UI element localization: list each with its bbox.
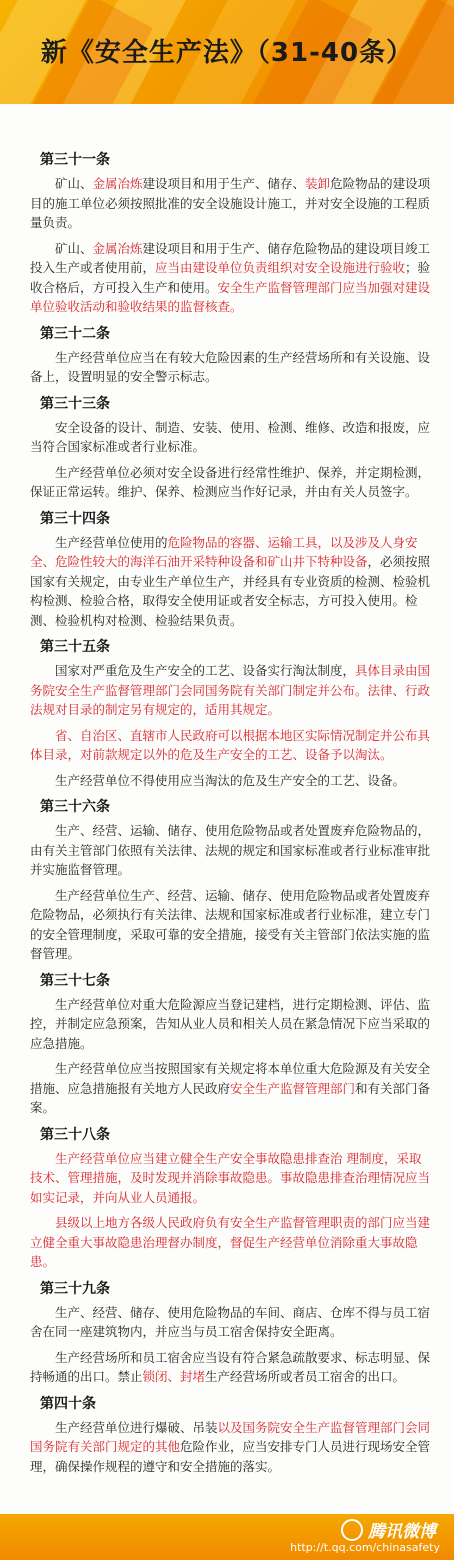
highlighted-text: 以及国务院安全生产监督管理部门会同国务院有关部门规定的其他 <box>30 1419 431 1454</box>
article-paragraph <box>30 239 432 317</box>
body-text: 生产经营场所和员工宿舍应当设有符合紧急疏散要求、标志明显、保持畅通的出口。禁止 <box>30 1349 431 1384</box>
article-list <box>0 104 454 1476</box>
footer-bar <box>0 1514 454 1560</box>
article-paragraph <box>30 821 432 880</box>
body-text: 生产经营单位进行爆破、吊装 <box>55 1419 218 1435</box>
article-paragraph <box>30 1059 432 1118</box>
highlighted-text: 具体目录由国务院安全生产监督管理部门会同国务院有关部门制定并公布。法律、行政法规对目录的制定另有规定的，适用其规定。 <box>30 663 431 717</box>
page-title: 新《安全生产法》（31-40条） <box>40 38 414 68</box>
body-text: 生产、经营、运输、储存、使用危险物品或者处置废弃危险物品的，由有关主管部门依照有关法律、法规的规定和国家标准或者行业标准审批并实施监督管理。 <box>30 823 431 877</box>
article-paragraph <box>30 1303 432 1342</box>
article-heading: 第三十九条 <box>40 1280 110 1297</box>
body-text: 生产经营单位生产、经营、运输、储存、使用危险物品或者处置废弃危险物品，必须执行有关法律、法规和国家标准或者行业标准，建立专门的安全管理制度，采取可靠的安全措施，接受有关主管部门依法实施的监督管理。 <box>30 887 431 961</box>
body-text: 生产经营单位应当在有较大危险因素的生产经营场所和有关设施、设备上，设置明显的安全警示标志。 <box>30 349 431 384</box>
body-text: 生产经营单位对重大危险源应当登记建档，进行定期检测、评估、监控，并制定应急预案，告知从业人员和相关人员在紧急情况下应当采取的应急措施。 <box>30 996 431 1051</box>
body-text: ；验收合格后，方可投入生产和使用。 <box>30 260 431 295</box>
body-text: 生产、经营、储存、使用危险物品的车间、商店、仓库不得与员工宿舍在同一座建筑物内，并应当与员工宿舍保持安全距离。 <box>30 1304 431 1339</box>
article-paragraph <box>30 463 432 502</box>
article-heading: 第三十七条 <box>40 972 110 989</box>
article-paragraph <box>30 1418 432 1477</box>
highlighted-text: 锁闭、封堵 <box>142 1369 206 1384</box>
body-text: 危险物品的建设项目的施工单位必须按照批准的安全设施设计施工，并对安全设施的工程质量负责。 <box>30 176 431 230</box>
brand-name: 腾讯微博 <box>368 1522 436 1542</box>
article-paragraph <box>30 1348 432 1387</box>
highlighted-text: 省、自治区、直辖市人民政府可以根据本地区实际情况制定并公布具体目录，对前款规定以外的危及生产安全的工艺、设备予以淘汰。 <box>30 727 431 762</box>
body-text: 和有关部门备案。 <box>30 1080 431 1115</box>
article-paragraph <box>30 886 432 964</box>
article-heading: 第三十二条 <box>40 325 110 342</box>
article-heading: 第三十四条 <box>40 510 110 527</box>
weibo-url[interactable]: http://t.qq.com/chinasafety <box>290 1541 440 1554</box>
body-text: 生产经营场所或者员工宿舍的出口。 <box>205 1369 406 1384</box>
body-text: 生产经营单位必须对安全设备进行经常性维护、保养，并定期检测，保证正常运转。维护、保养、检测应当作好记录，并由有关人员签字。 <box>30 464 431 499</box>
article-paragraph <box>30 661 432 720</box>
article-heading: 第三十三条 <box>40 395 110 412</box>
highlighted-text: 应当由建设单位负责组织对安全设施进行验收 <box>155 260 406 275</box>
article-heading: 第三十八条 <box>40 1126 110 1143</box>
article-paragraph <box>30 348 432 387</box>
article-paragraph <box>30 1149 432 1208</box>
article-paragraph <box>30 174 432 233</box>
weibo-icon <box>341 1519 363 1541</box>
highlighted-text: 安全生产监督管理部门 <box>230 1080 356 1096</box>
body-text: 建设项目和用于生产、储存、 <box>142 176 306 191</box>
article-heading: 第三十一条 <box>40 152 110 168</box>
article-paragraph <box>30 418 432 457</box>
highlighted-text: 金属冶炼 <box>92 176 143 191</box>
article-heading: 第四十条 <box>40 1395 96 1412</box>
body-text: 建设项目和用于生产、储存危险物品的建设项目竣工投入生产或者使用前， <box>30 240 431 275</box>
body-text: ，必须按照国家有关规定，由专业生产单位生产，并经具有专业资质的检测、检验机构检测、检验合格，取得安全使用证或者安全标志，方可投入使用。检测、检验机构对检测、检验结果负责。 <box>30 554 431 628</box>
body-text: 安全设备的设计、制造、安装、使用、检测、维修、改造和报废，应当符合国家标准或者行业标准。 <box>30 419 431 454</box>
article-paragraph <box>30 1213 432 1272</box>
highlighted-text: 危险物品的容器、运输工具，以及涉及人身安全、危险性较大的海洋石油开采特种设备和矿山井下特种设备 <box>30 534 418 569</box>
article-paragraph <box>30 533 432 631</box>
body-text: 矿山、 <box>55 240 93 256</box>
article-paragraph <box>30 771 432 791</box>
body-text: 生产经营单位应当按照国家有关规定将本单位重大危险源及有关安全措施、应急措施报有关地方人民政府 <box>30 1061 431 1096</box>
body-text: 矿山、 <box>55 176 93 191</box>
article-paragraph <box>30 726 432 765</box>
article-paragraph <box>30 995 432 1054</box>
highlighted-text: 县级以上地方各级人民政府负有安全生产监督管理职责的部门应当建立健全重大事故隐患治理督办制度，督促生产经营单位消除重大事故隐患。 <box>30 1215 431 1269</box>
body-text: 国家对严重危及生产安全的工艺、设备实行淘汰制度， <box>55 663 356 678</box>
body-text: 生产经营单位使用的 <box>55 534 168 550</box>
title-banner <box>0 0 454 104</box>
body-text: 危险作业，应当安排专门人员进行现场安全管理，确保操作规程的遵守和安全措施的落实。 <box>30 1439 431 1474</box>
body-text: 生产经营单位不得使用应当淘汰的危及生产安全的工艺、设备。 <box>55 772 406 788</box>
article-heading: 第三十六条 <box>40 799 110 815</box>
highlighted-text: 安全生产监督管理部门应当加强对建设单位验收活动和验收结果的监督核查。 <box>30 279 431 314</box>
highlighted-text: 装卸 <box>305 176 331 191</box>
highlighted-text: 生产经营单位应当建立健全生产安全事故隐患排查治 理制度，采取技术、管理措施，及时发现并消除事故隐患。事故隐患排查治理情况应当如实记录，并向从业人员通报。 <box>30 1150 431 1205</box>
article-heading: 第三十五条 <box>40 639 110 655</box>
highlighted-text: 金属冶炼 <box>92 240 143 256</box>
tencent-weibo-logo[interactable] <box>341 1517 436 1542</box>
